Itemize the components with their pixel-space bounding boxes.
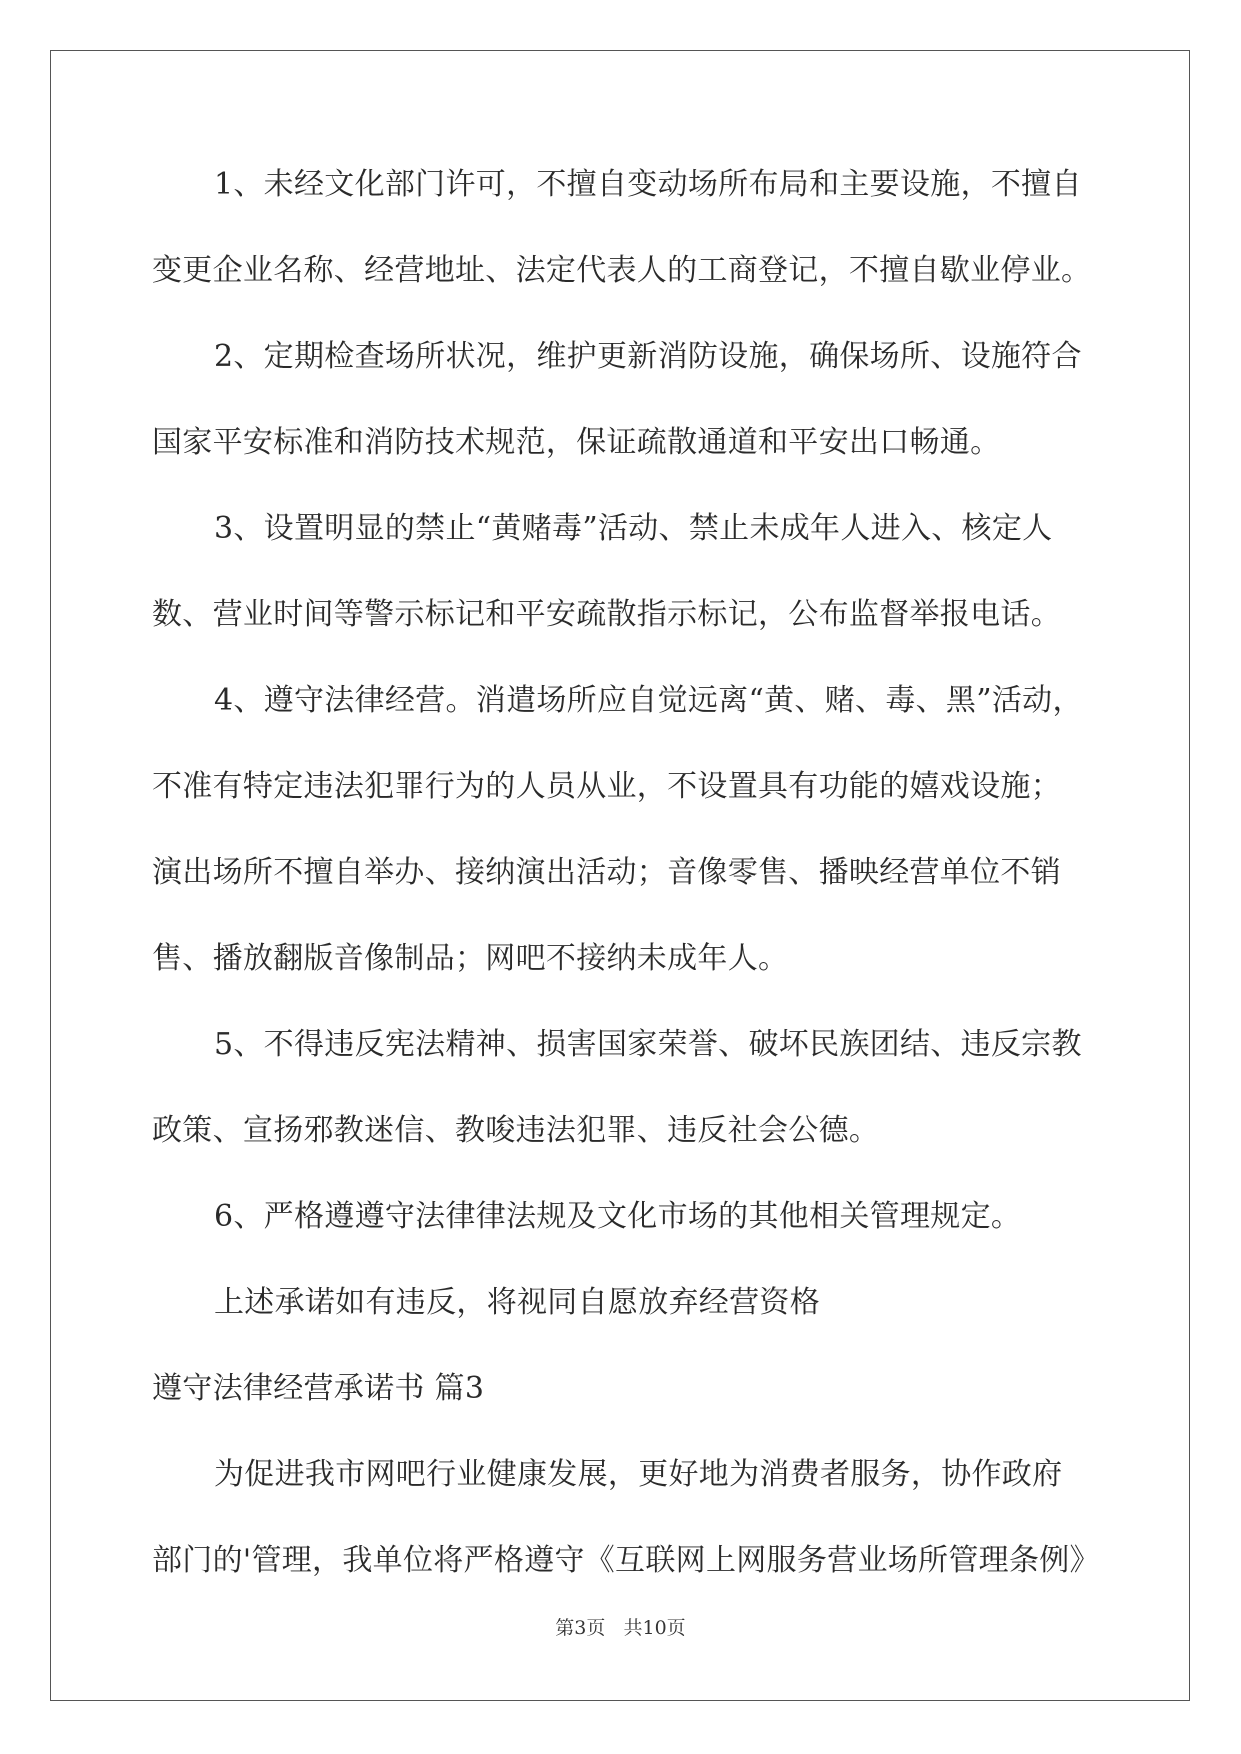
paragraph-line: 2、定期检查场所状况，维护更新消防设施，确保场所、设施符合	[214, 339, 1082, 374]
paragraph-line: 不准有特定违法犯罪行为的人员从业，不设置具有功能的嬉戏设施；	[152, 769, 1061, 804]
paragraph-line: 6、严格遵遵守法律律法规及文化市场的其他相关管理规定。	[214, 1199, 1022, 1234]
paragraph-line: 政策、宣扬邪教迷信、教唆违法犯罪、违反社会公德。	[152, 1113, 880, 1148]
section-heading: 遵守法律经营承诺书 篇3	[152, 1371, 485, 1406]
paragraph-line: 演出场所不擅自举办、接纳演出活动；音像零售、播映经营单位不销	[152, 855, 1061, 890]
paragraph-line: 国家平安标准和消防技术规范，保证疏散通道和平安出口畅通。	[152, 425, 1001, 460]
page-number-footer: 第3页 共10页	[555, 1617, 686, 1639]
paragraph-line: 5、不得违反宪法精神、损害国家荣誉、破坏民族团结、违反宗教	[214, 1027, 1082, 1062]
paragraph-line: 变更企业名称、经营地址、法定代表人的工商登记，不擅自歇业停业。	[152, 253, 1092, 288]
paragraph-line: 售、播放翻版音像制品；网吧不接纳未成年人。	[152, 941, 789, 976]
paragraph-line: 部门的'管理，我单位将严格遵守《互联网上网服务营业场所管理条例》	[152, 1543, 1100, 1578]
paragraph-line: 1、未经文化部门许可，不擅自变动场所布局和主要设施，不擅自	[214, 167, 1082, 202]
paragraph-line: 3、设置明显的禁止“黄赌毒”活动、禁止未成年人进入、核定人	[214, 511, 1053, 546]
paragraph-line: 上述承诺如有违反，将视同自愿放弃经营资格	[214, 1285, 820, 1320]
document-body	[152, 160, 1100, 1622]
paragraph-line: 数、营业时间等警示标记和平安疏散指示标记，公布监督举报电话。	[152, 597, 1061, 632]
paragraph-line: 为促进我市网吧行业健康发展，更好地为消费者服务，协作政府	[214, 1457, 1063, 1492]
paragraph-line: 4、遵守法律经营。消遣场所应自觉远离“黄、赌、毒、黑”活动，	[214, 683, 1083, 718]
